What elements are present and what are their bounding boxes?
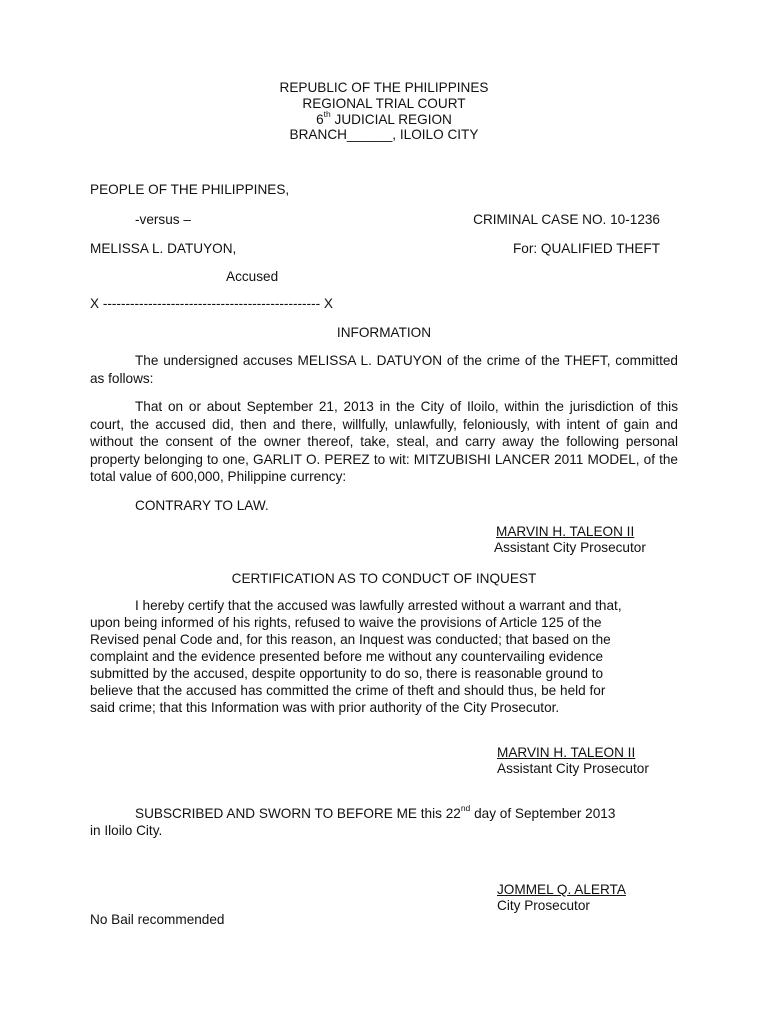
region-suffix: th	[323, 109, 331, 120]
certification-signer-name: MARVIN H. TALEON II	[497, 745, 636, 760]
caption-separator: X ------------------------------------------------ X	[90, 296, 333, 311]
certification-line: said crime; that this Information was with prior authority of the City Prosecutor.	[90, 700, 560, 715]
information-paragraph-1: The undersigned accuses MELISSA L. DATUYON of the crime of the THEFT, committed as follows:	[90, 353, 678, 386]
accused-label: Accused	[226, 269, 279, 284]
certification-line: complaint and the evidence presented before me without any countervailing evidence	[90, 649, 604, 664]
header-branch: BRANCH______, ILOILO CITY	[289, 127, 479, 142]
plaintiff: PEOPLE OF THE PHILIPPINES,	[90, 182, 290, 197]
jurat-signer-name: JOMMEL Q. ALERTA	[497, 882, 626, 897]
information-signer-title: Assistant City Prosecutor	[494, 540, 646, 555]
jurat-text: SUBSCRIBED AND SWORN TO BEFORE ME this 22	[135, 806, 461, 821]
jurat-line-2: in Iloilo City.	[90, 823, 163, 838]
region-number: 6	[316, 112, 324, 127]
jurat-text-end: day of September 2013	[470, 806, 616, 821]
certification-line: Revised penal Code and, for this reason, an Inquest was conducted; that based on the	[90, 632, 611, 647]
certification-line: I hereby certify that the accused was lawfully arrested without a warrant and that,	[135, 598, 622, 613]
offense: For: QUALIFIED THEFT	[512, 241, 660, 256]
certification-signer-title: Assistant City Prosecutor	[497, 761, 649, 776]
region-text: JUDICIAL REGION	[330, 112, 452, 127]
contrary-to-law: CONTRARY TO LAW.	[135, 498, 269, 513]
case-number: CRIMINAL CASE NO. 10-1236	[473, 212, 660, 227]
accused-name: MELISSA L. DATUYON,	[90, 241, 237, 256]
versus: -versus –	[135, 212, 191, 227]
certification-title: CERTIFICATION AS TO CONDUCT OF INQUEST	[231, 571, 537, 586]
jurat-day-suffix: nd	[460, 803, 471, 814]
certification-line: believe that the accused has committed the crime of theft and should thus, be held for	[90, 683, 606, 698]
certification-line: upon being informed of his rights, refused to waive the provisions of Article 125 of the	[90, 615, 602, 630]
jurat-signer-title: City Prosecutor	[497, 898, 590, 913]
certification-line: submitted by the accused, despite opportunity to do so, there is reasonable ground to	[90, 666, 604, 681]
information-paragraph-2: That on or about September 21, 2013 in the City of Iloilo, within the jurisdiction of this court, the accused did, then and there, willfully, unlawfully, feloniously, with intent of gain and without the consent of the owner thereof, take, steal, and carry away the following personal property belonging to one, GARLIT O. PEREZ to wit: MITZUBISHI LANCER 2011 MODEL, of the total value of 600,000, Philippine currency:	[90, 399, 678, 484]
information-signer-name: MARVIN H. TALEON II	[496, 524, 635, 539]
bail-note: No Bail recommended	[90, 912, 225, 927]
jurat-line-1	[135, 805, 615, 823]
information-title: INFORMATION	[336, 325, 432, 340]
header-republic: REPUBLIC OF THE PHILIPPINES	[279, 80, 489, 95]
header-court: REGIONAL TRIAL COURT	[302, 96, 466, 111]
